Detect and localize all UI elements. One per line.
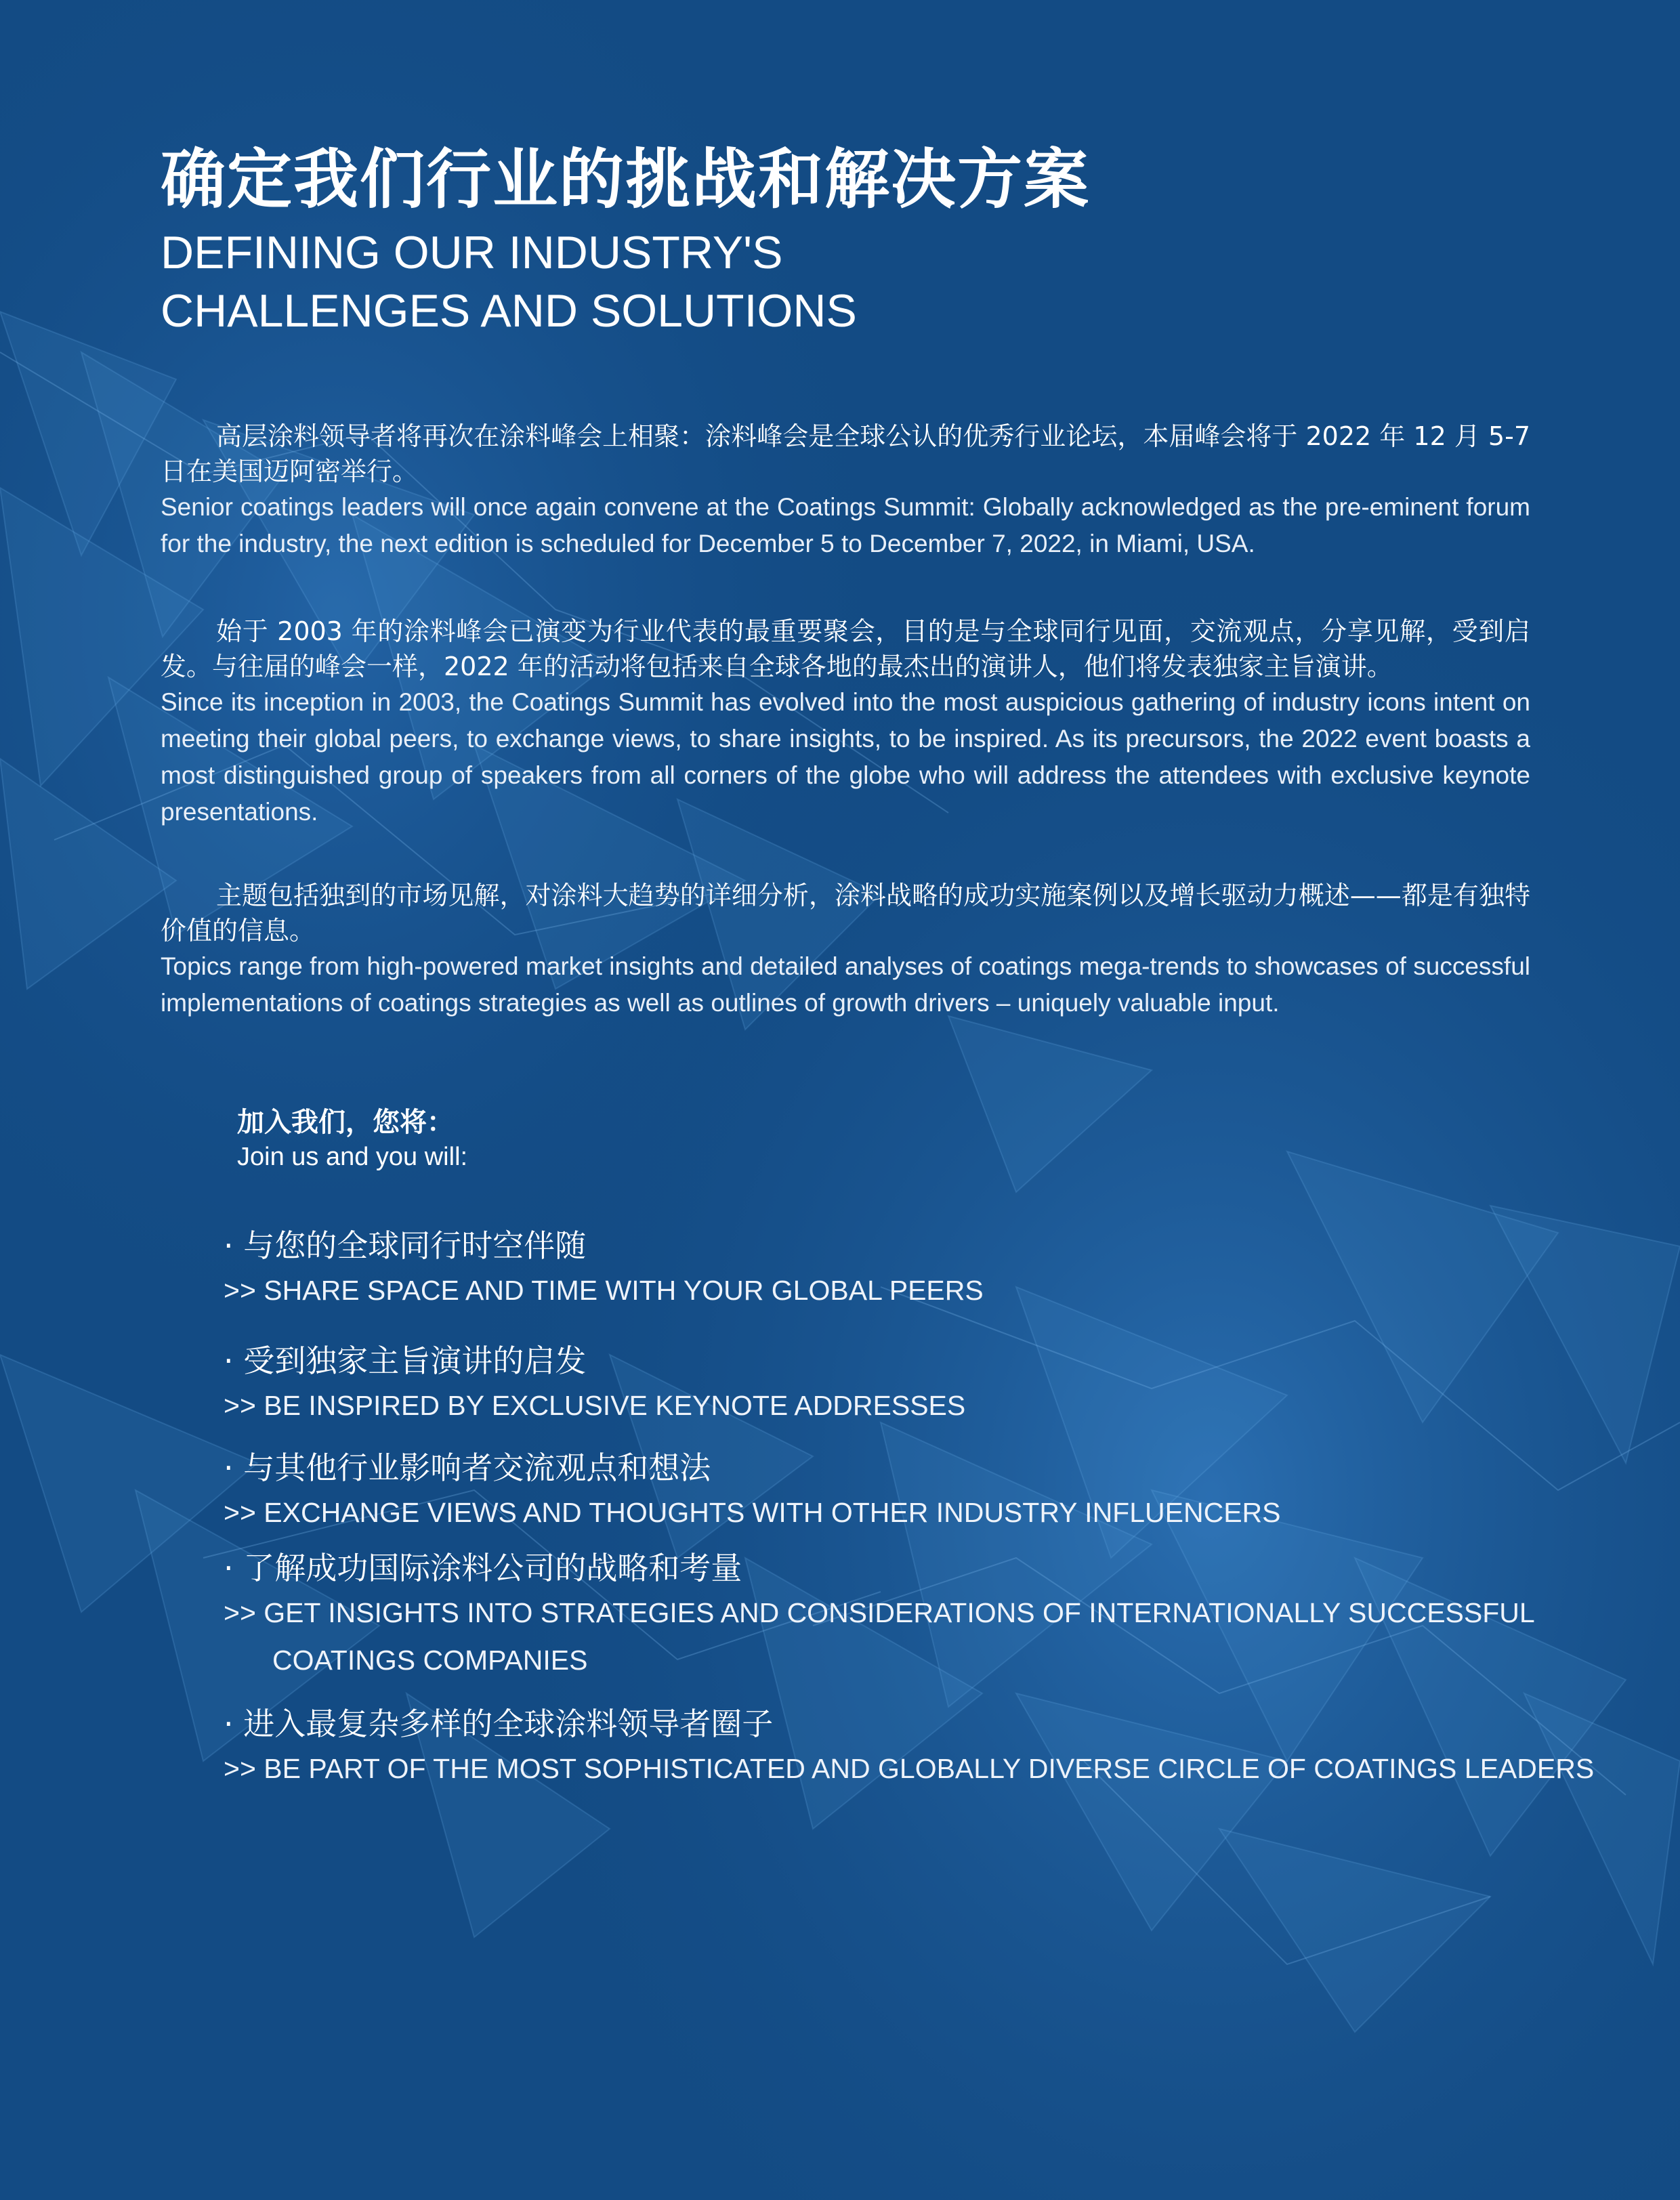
- benefit-3-cn: · 与其他行业影响者交流观点和想法: [224, 1450, 711, 1486]
- benefit-item-5: [224, 1703, 1594, 1792]
- paragraph-2-en: Since its inception in 2003, the Coatings Summit has evolved into the most auspicious gathering of industry icons intent on meeting their global peers, to exchange views, to share insights, to be inspired. As its precursors, the 2022 event boasts a most distinguished group of speakers from all corners of the globe who will address the attendees with exclusive keynote presentations.: [161, 688, 1530, 826]
- page-title-en-line2: CHALLENGES AND SOLUTIONS: [161, 285, 857, 337]
- benefit-5-en: >> BE PART OF THE MOST SOPHISTICATED AND GLOBALLY DIVERSE CIRCLE OF COATINGS LEADERS: [224, 1753, 1595, 1784]
- benefit-4-cn: · 了解成功国际涂料公司的战略和考量: [224, 1550, 742, 1586]
- benefit-2-cn: · 受到独家主旨演讲的启发: [224, 1342, 587, 1379]
- benefit-item-1: [224, 1225, 984, 1314]
- benefit-item-3: [224, 1447, 1281, 1536]
- benefit-5-cn: · 进入最复杂多样的全球涂料领导者圈子: [224, 1706, 774, 1742]
- benefit-item-2: [224, 1340, 965, 1429]
- benefit-1-cn: · 与您的全球同行时空伴随: [224, 1227, 587, 1264]
- paragraph-2: [161, 614, 1530, 830]
- paragraph-1: [161, 419, 1530, 562]
- benefit-1-en: >> SHARE SPACE AND TIME WITH YOUR GLOBAL PEERS: [224, 1275, 984, 1306]
- page-title-en-line1: DEFINING OUR INDUSTRY'S: [161, 227, 783, 278]
- paragraph-1-en: Senior coatings leaders will once again convene at the Coatings Summit: Globally acknowledged as the pre-eminent forum for the industry, the next edition is scheduled for December 5 to December 7, 2022, in Miami, USA.: [161, 493, 1530, 557]
- benefit-item-4: [224, 1547, 1535, 1684]
- page-title-cn: 确定我们行业的挑战和解决方案: [161, 142, 1090, 217]
- paragraph-3-en: Topics range from high-powered market insights and detailed analyses of coatings mega-trends to showcases of successful implementations of coatings strategies as well as outlines of growth drivers – uniquely valuable input.: [161, 952, 1530, 1017]
- benefit-3-en: >> EXCHANGE VIEWS AND THOUGHTS WITH OTHER INDUSTRY INFLUENCERS: [224, 1497, 1281, 1528]
- paragraph-3-cn: 主题包括独到的市场见解，对涂料大趋势的详细分析，涂料战略的成功实施案例以及增长驱动力概述——都是有独特价值的信息。: [161, 881, 1530, 946]
- join-heading: [237, 1104, 467, 1173]
- join-heading-en: Join us and you will:: [237, 1143, 468, 1171]
- page-title-en: [161, 224, 857, 340]
- benefit-2-en: >> BE INSPIRED BY EXCLUSIVE KEYNOTE ADDRESSES: [224, 1390, 966, 1421]
- benefit-4-en-continued: COATINGS COMPANIES: [272, 1645, 588, 1676]
- paragraph-3: [161, 878, 1530, 1021]
- paragraph-2-cn: 始于 2003 年的涂料峰会已演变为行业代表的最重要聚会，目的是与全球同行见面，交流观点，分享见解，受到启发。与往届的峰会一样，2022 年的活动将包括来自全球各地的最杰出的演讲人，他们将发表独家主旨演讲。: [161, 616, 1530, 681]
- benefit-4-en: >> GET INSIGHTS INTO STRATEGIES AND CONSIDERATIONS OF INTERNATIONALLY SUCCESSFUL: [224, 1597, 1535, 1628]
- join-heading-cn: 加入我们，您将：: [237, 1107, 454, 1138]
- paragraph-1-cn: 高层涂料领导者将再次在涂料峰会上相聚：涂料峰会是全球公认的优秀行业论坛，本届峰会将于 2022 年 12 月 5-7 日在美国迈阿密举行。: [161, 421, 1530, 486]
